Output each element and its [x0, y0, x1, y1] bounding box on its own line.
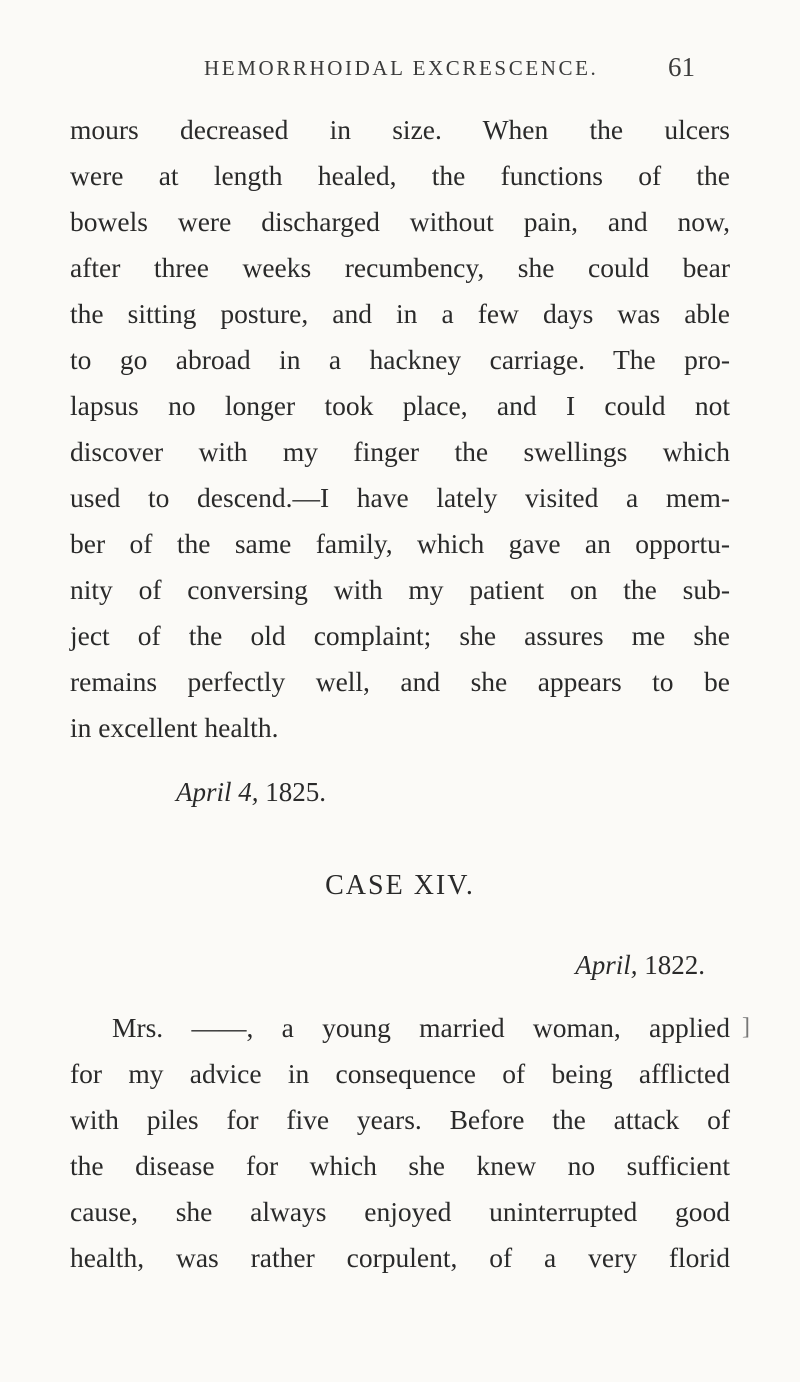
signoff-date-year: 1825.	[265, 777, 327, 807]
text-line: Mrs. ——, a young married woman, applied	[112, 1012, 730, 1043]
text-line: lapsus no longer took place, and I could not	[70, 390, 730, 421]
text-line: used to descend.—I have lately visited a mem-	[70, 482, 730, 513]
text-line: after three weeks recumbency, she could bear	[70, 252, 730, 283]
text-line: ber of the same family, which gave an opportu-	[70, 528, 730, 559]
text-line: nity of conversing with my patient on the sub-	[70, 574, 730, 605]
text-line: were at length healed, the functions of the	[70, 160, 730, 191]
text-line: in excellent health.	[70, 712, 279, 743]
text-line: bowels were discharged without pain, and now,	[70, 206, 730, 237]
text-line: health, was rather corpulent, of a very florid	[70, 1242, 730, 1273]
text-line: cause, she always enjoyed uninterrupted good	[70, 1196, 730, 1227]
text-line: discover with my finger the swellings which	[70, 436, 730, 467]
case-date-month: April,	[575, 950, 638, 980]
signoff-date	[176, 772, 326, 812]
page-number: 61	[668, 52, 695, 82]
case-date-year: 1822.	[644, 950, 705, 980]
text-line: with piles for five years. Before the attack of	[70, 1104, 730, 1135]
text-line: remains perfectly well, and she appears to be	[70, 666, 730, 697]
text-line: mours decreased in size. When the ulcers	[70, 114, 730, 145]
running-head: HEMORRHOIDAL EXCRESCENCE.	[204, 56, 599, 80]
case-date	[575, 950, 705, 981]
signoff-date-month: April 4,	[176, 777, 259, 807]
text-line: to go abroad in a hackney carriage. The pro-	[70, 344, 730, 375]
text-line: the sitting posture, and in a few days was able	[70, 298, 730, 329]
case-heading: CASE XIV.	[325, 870, 475, 901]
text-line: ject of the old complaint; she assures me she	[70, 620, 730, 651]
text-line: the disease for which she knew no sufficient	[70, 1150, 730, 1181]
margin-mark: ]	[742, 1014, 750, 1040]
text-line: for my advice in consequence of being afflicted	[70, 1058, 730, 1089]
